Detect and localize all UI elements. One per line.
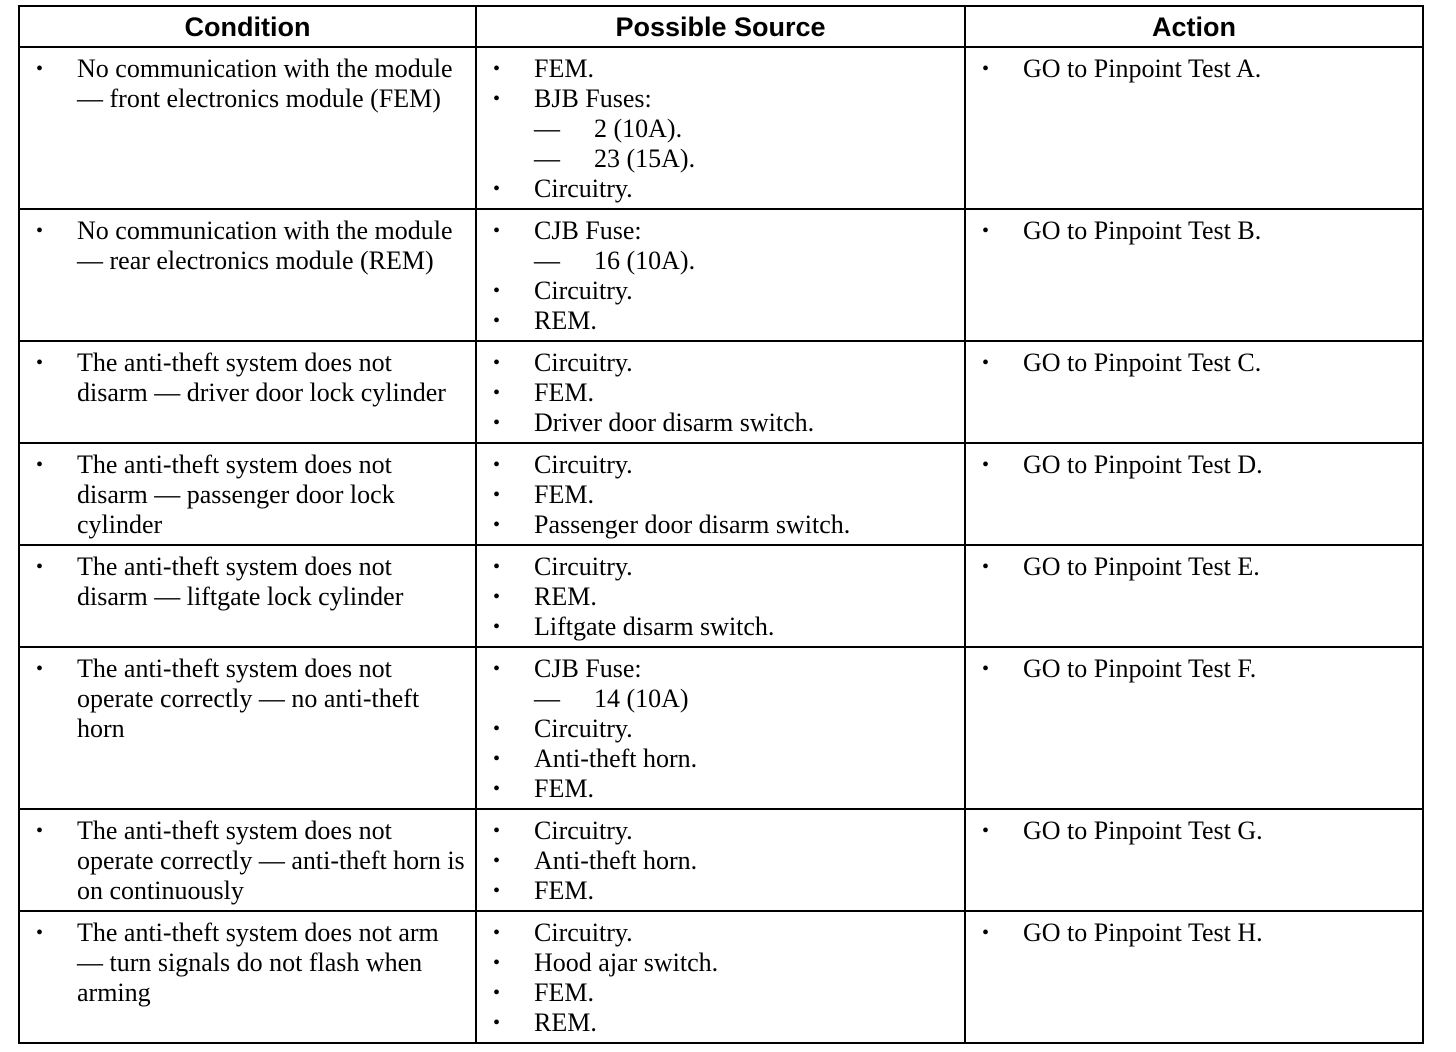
condition-content xyxy=(20,912,475,1012)
bullet-glyph: • xyxy=(493,922,501,944)
action-item xyxy=(976,54,1414,84)
action-item-text: GO to Pinpoint Test A. xyxy=(1023,54,1262,83)
source-subitem-text: 16 (10A). xyxy=(594,246,696,275)
bullet-glyph: • xyxy=(493,454,501,476)
condition-cell xyxy=(19,809,476,911)
possible-source-cell xyxy=(476,545,965,647)
action-content xyxy=(966,342,1422,382)
possible-source-content xyxy=(477,648,964,808)
action-item-text: GO to Pinpoint Test B. xyxy=(1023,216,1262,245)
header-action: Action xyxy=(965,6,1423,47)
source-item xyxy=(487,510,956,540)
condition-cell xyxy=(19,911,476,1043)
table-row xyxy=(19,809,1423,911)
action-item xyxy=(976,552,1414,582)
action-item-text: GO to Pinpoint Test G. xyxy=(1023,816,1263,845)
bullet-glyph: • xyxy=(982,556,990,578)
source-item-text: FEM. xyxy=(534,480,594,509)
dash-glyph: — xyxy=(534,144,560,173)
source-subitem-text: 2 (10A). xyxy=(594,114,683,143)
source-item xyxy=(487,348,956,378)
source-item xyxy=(487,216,956,246)
source-item-text: Anti-theft horn. xyxy=(534,846,698,875)
bullet-glyph: • xyxy=(493,658,501,680)
source-item xyxy=(487,978,956,1008)
table-row xyxy=(19,911,1423,1043)
condition-item xyxy=(30,918,467,1008)
source-item-text: Anti-theft horn. xyxy=(534,744,698,773)
source-item xyxy=(487,306,956,336)
possible-source-cell xyxy=(476,911,965,1043)
source-subitem xyxy=(487,144,956,174)
condition-item-text: The anti-theft system does not disarm — liftgate lock cylinder xyxy=(77,552,404,611)
source-item xyxy=(487,480,956,510)
condition-content xyxy=(20,648,475,748)
dash-glyph: — xyxy=(534,684,560,713)
source-item xyxy=(487,552,956,582)
bullet-glyph: • xyxy=(493,514,501,536)
bullet-glyph: • xyxy=(493,820,501,842)
action-cell xyxy=(965,209,1423,341)
bullet-glyph: • xyxy=(493,58,501,80)
condition-cell xyxy=(19,47,476,209)
bullet-glyph: • xyxy=(36,220,44,242)
condition-item-text: The anti-theft system does not operate correctly — no anti-theft horn xyxy=(77,654,420,743)
action-item xyxy=(976,918,1414,948)
source-item xyxy=(487,378,956,408)
source-subitem-text: 23 (15A). xyxy=(594,144,696,173)
condition-content xyxy=(20,810,475,910)
bullet-glyph: • xyxy=(493,1012,501,1034)
source-subitem xyxy=(487,114,956,144)
condition-item xyxy=(30,54,467,114)
source-item-text: REM. xyxy=(534,1008,597,1037)
bullet-glyph: • xyxy=(982,58,990,80)
source-subitem-text: 14 (10A) xyxy=(594,684,689,713)
condition-content xyxy=(20,444,475,544)
possible-source-cell xyxy=(476,647,965,809)
possible-source-cell xyxy=(476,209,965,341)
table-row xyxy=(19,443,1423,545)
bullet-glyph: • xyxy=(36,454,44,476)
action-item-text: GO to Pinpoint Test D. xyxy=(1023,450,1263,479)
bullet-glyph: • xyxy=(36,58,44,80)
table-row xyxy=(19,47,1423,209)
action-cell xyxy=(965,443,1423,545)
bullet-glyph: • xyxy=(493,880,501,902)
source-item xyxy=(487,408,956,438)
bullet-glyph: • xyxy=(36,352,44,374)
table-row xyxy=(19,341,1423,443)
possible-source-content xyxy=(477,810,964,910)
bullet-glyph: • xyxy=(493,310,501,332)
action-item xyxy=(976,348,1414,378)
source-item xyxy=(487,450,956,480)
bullet-glyph: • xyxy=(982,922,990,944)
bullet-glyph: • xyxy=(493,778,501,800)
possible-source-content xyxy=(477,48,964,208)
source-item-text: Circuitry. xyxy=(534,450,633,479)
action-item xyxy=(976,216,1414,246)
condition-item-text: The anti-theft system does not disarm — passenger door lock cylinder xyxy=(77,450,395,539)
condition-item xyxy=(30,552,467,612)
diagnostic-table xyxy=(18,5,1424,1044)
bullet-glyph: • xyxy=(493,484,501,506)
bullet-glyph: • xyxy=(493,88,501,110)
possible-source-cell xyxy=(476,443,965,545)
source-item xyxy=(487,84,956,114)
table-row xyxy=(19,545,1423,647)
condition-content xyxy=(20,210,475,280)
bullet-glyph: • xyxy=(36,820,44,842)
condition-cell xyxy=(19,341,476,443)
table-row xyxy=(19,647,1423,809)
source-item xyxy=(487,654,956,684)
action-item-text: GO to Pinpoint Test H. xyxy=(1023,918,1263,947)
action-item xyxy=(976,450,1414,480)
source-item xyxy=(487,612,956,642)
bullet-glyph: • xyxy=(493,352,501,374)
condition-item xyxy=(30,654,467,744)
possible-source-content xyxy=(477,912,964,1042)
bullet-glyph: • xyxy=(493,412,501,434)
dash-glyph: — xyxy=(534,114,560,143)
source-item-text: Circuitry. xyxy=(534,174,633,203)
action-content xyxy=(966,444,1422,484)
action-content xyxy=(966,546,1422,586)
action-content xyxy=(966,912,1422,952)
condition-cell xyxy=(19,545,476,647)
bullet-glyph: • xyxy=(982,820,990,842)
possible-source-content xyxy=(477,444,964,544)
condition-item-text: No communication with the module — front electronics module (FEM) xyxy=(77,54,453,113)
condition-cell xyxy=(19,443,476,545)
condition-item xyxy=(30,450,467,540)
condition-cell xyxy=(19,647,476,809)
condition-cell xyxy=(19,209,476,341)
source-item-text: FEM. xyxy=(534,774,594,803)
bullet-glyph: • xyxy=(493,280,501,302)
source-item-text: FEM. xyxy=(534,978,594,1007)
source-item-text: Circuitry. xyxy=(534,918,633,947)
dash-glyph: — xyxy=(534,246,560,275)
possible-source-content xyxy=(477,342,964,442)
source-item xyxy=(487,276,956,306)
bullet-glyph: • xyxy=(493,982,501,1004)
source-item xyxy=(487,918,956,948)
source-item xyxy=(487,948,956,978)
condition-item-text: The anti-theft system does not disarm — driver door lock cylinder xyxy=(77,348,446,407)
bullet-glyph: • xyxy=(982,658,990,680)
possible-source-content xyxy=(477,210,964,340)
source-item-text: Circuitry. xyxy=(534,552,633,581)
bullet-glyph: • xyxy=(36,922,44,944)
source-item xyxy=(487,816,956,846)
source-item-text: Liftgate disarm switch. xyxy=(534,612,775,641)
condition-content xyxy=(20,48,475,118)
source-item xyxy=(487,846,956,876)
condition-item-text: The anti-theft system does not arm — turn signals do not flash when arming xyxy=(77,918,439,1007)
source-item xyxy=(487,1008,956,1038)
action-cell xyxy=(965,545,1423,647)
action-cell xyxy=(965,341,1423,443)
bullet-glyph: • xyxy=(493,616,501,638)
possible-source-content xyxy=(477,546,964,646)
source-item-text: Circuitry. xyxy=(534,714,633,743)
action-cell xyxy=(965,911,1423,1043)
source-item-text: REM. xyxy=(534,582,597,611)
source-item-text: CJB Fuse: xyxy=(534,654,642,683)
source-item-text: Passenger door disarm switch. xyxy=(534,510,851,539)
bullet-glyph: • xyxy=(493,586,501,608)
action-item-text: GO to Pinpoint Test C. xyxy=(1023,348,1262,377)
condition-item xyxy=(30,348,467,408)
action-cell xyxy=(965,47,1423,209)
source-item-text: BJB Fuses: xyxy=(534,84,652,113)
condition-content xyxy=(20,546,475,616)
action-content xyxy=(966,210,1422,250)
source-item-text: REM. xyxy=(534,306,597,335)
bullet-glyph: • xyxy=(493,382,501,404)
source-item-text: Circuitry. xyxy=(534,276,633,305)
bullet-glyph: • xyxy=(36,658,44,680)
source-item xyxy=(487,744,956,774)
source-subitem xyxy=(487,246,956,276)
condition-item xyxy=(30,216,467,276)
bullet-glyph: • xyxy=(36,556,44,578)
action-content xyxy=(966,810,1422,850)
source-item-text: FEM. xyxy=(534,54,594,83)
action-content xyxy=(966,48,1422,88)
action-item-text: GO to Pinpoint Test F. xyxy=(1023,654,1257,683)
source-item-text: FEM. xyxy=(534,876,594,905)
action-item xyxy=(976,654,1414,684)
possible-source-cell xyxy=(476,809,965,911)
bullet-glyph: • xyxy=(493,220,501,242)
possible-source-cell xyxy=(476,341,965,443)
bullet-glyph: • xyxy=(493,952,501,974)
condition-content xyxy=(20,342,475,412)
bullet-glyph: • xyxy=(493,556,501,578)
source-item-text: Hood ajar switch. xyxy=(534,948,719,977)
source-item-text: Driver door disarm switch. xyxy=(534,408,815,437)
action-content xyxy=(966,648,1422,688)
source-item xyxy=(487,54,956,84)
action-item xyxy=(976,816,1414,846)
action-cell xyxy=(965,647,1423,809)
table-row xyxy=(19,209,1423,341)
possible-source-cell xyxy=(476,47,965,209)
header-possible-source: Possible Source xyxy=(476,6,965,47)
bullet-glyph: • xyxy=(493,850,501,872)
bullet-glyph: • xyxy=(493,178,501,200)
bullet-glyph: • xyxy=(982,454,990,476)
source-item-text: CJB Fuse: xyxy=(534,216,642,245)
bullet-glyph: • xyxy=(982,220,990,242)
source-item xyxy=(487,876,956,906)
source-item xyxy=(487,582,956,612)
source-item xyxy=(487,714,956,744)
table-body xyxy=(19,47,1423,1043)
action-item-text: GO to Pinpoint Test E. xyxy=(1023,552,1260,581)
source-item-text: Circuitry. xyxy=(534,348,633,377)
condition-item-text: The anti-theft system does not operate correctly — anti-theft horn is on continuously xyxy=(77,816,465,905)
source-item xyxy=(487,174,956,204)
condition-item-text: No communication with the module — rear electronics module (REM) xyxy=(77,216,453,275)
header-row xyxy=(19,6,1423,47)
source-item xyxy=(487,774,956,804)
bullet-glyph: • xyxy=(982,352,990,374)
bullet-glyph: • xyxy=(493,748,501,770)
action-cell xyxy=(965,809,1423,911)
bullet-glyph: • xyxy=(493,718,501,740)
source-item-text: Circuitry. xyxy=(534,816,633,845)
header-condition: Condition xyxy=(19,6,476,47)
source-subitem xyxy=(487,684,956,714)
source-item-text: FEM. xyxy=(534,378,594,407)
condition-item xyxy=(30,816,467,906)
